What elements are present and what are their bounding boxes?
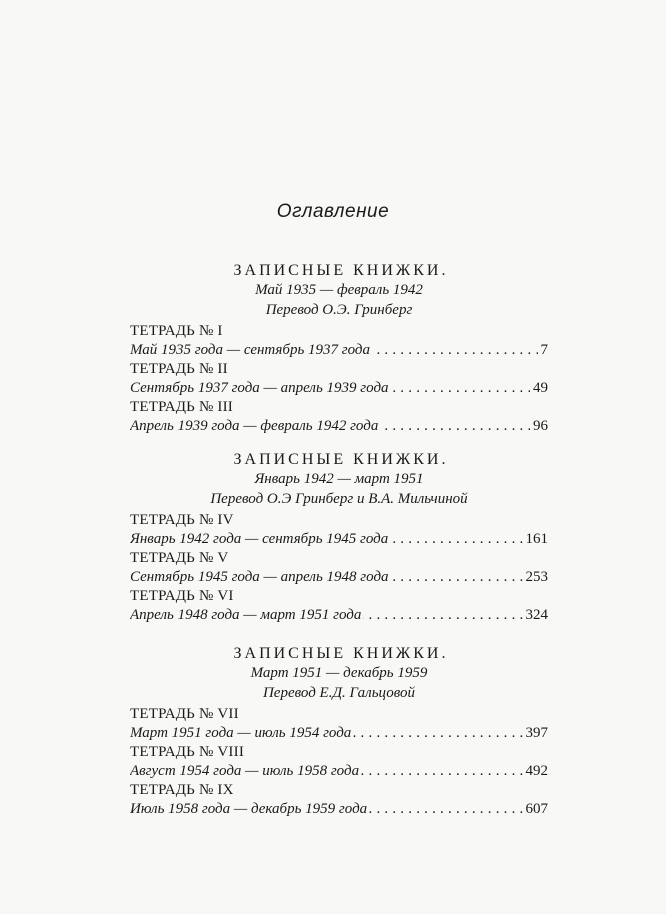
notebook-period: Апрель 1939 года — февраль 1942 года (130, 418, 379, 434)
page-number: 397 (523, 724, 549, 743)
notebook-period: Январь 1942 года — сентябрь 1945 года (130, 531, 389, 547)
part-date-range: Январь 1942 — март 1951 (254, 471, 424, 487)
notebook-period: Сентябрь 1945 года — апрель 1948 года (130, 569, 389, 585)
part-translator: Перевод О.Э Гринберг и В.А. Мильчиной (210, 491, 468, 507)
notebook-title: ТЕТРАДЬ № II (130, 361, 228, 377)
toc-entry[interactable] (130, 606, 548, 625)
toc-entry[interactable] (130, 379, 548, 398)
part-translator: Перевод О.Э. Гринберг (265, 302, 413, 318)
notebook-period: Май 1935 года — сентябрь 1937 года (130, 342, 371, 358)
notebook-period: Март 1951 года — июль 1954 года (130, 725, 352, 741)
toc-entry[interactable] (130, 341, 548, 360)
notebook-period: Апрель 1948 года — март 1951 года (130, 607, 362, 623)
toc-part-3 (130, 645, 548, 819)
part-date-range: Март 1951 — декабрь 1959 (250, 665, 428, 681)
toc-entry[interactable] (130, 800, 548, 819)
notebook-title: ТЕТРАДЬ № I (130, 323, 223, 339)
notebook-title: ТЕТРАДЬ № VIII (130, 744, 245, 760)
notebook-title: ТЕТРАДЬ № V (130, 550, 229, 566)
part-date-range: Май 1935 — февраль 1942 (255, 282, 423, 298)
part-translator: Перевод Е.Д. Гальцовой (262, 685, 416, 701)
page-number: 253 (523, 568, 549, 587)
page-number: 607 (523, 800, 549, 819)
page-number: 49 (530, 379, 548, 398)
part-title: ЗАПИСНЫЕ КНИЖКИ. (233, 262, 449, 279)
toc-entry[interactable] (130, 530, 548, 549)
notebook-title: ТЕТРАДЬ № IX (130, 782, 234, 798)
toc-title: Оглавление (276, 201, 390, 222)
notebook-title: ТЕТРАДЬ № IV (130, 512, 234, 528)
toc-part-2 (130, 451, 548, 625)
part-title: ЗАПИСНЫЕ КНИЖКИ. (233, 451, 449, 468)
part-heading (130, 645, 548, 703)
notebook-period: Август 1954 года — июль 1958 года (130, 763, 360, 779)
page-number: 324 (523, 606, 549, 625)
part-heading (130, 262, 548, 320)
page-number: 7 (538, 341, 549, 360)
toc-entry[interactable] (130, 568, 548, 587)
notebook-title: ТЕТРАДЬ № VII (130, 706, 239, 722)
toc-entry[interactable] (130, 762, 548, 781)
notebook-period: Июль 1958 года — декабрь 1959 года (130, 801, 368, 817)
notebook-title: ТЕТРАДЬ № III (130, 399, 233, 415)
notebook-title: ТЕТРАДЬ № VI (130, 588, 234, 604)
toc-part-1 (130, 262, 548, 436)
toc-entry[interactable] (130, 417, 548, 436)
part-title: ЗАПИСНЫЕ КНИЖКИ. (233, 645, 449, 662)
notebook-list (130, 322, 548, 436)
notebook-list (130, 705, 548, 819)
notebook-period: Сентябрь 1937 года — апрель 1939 года (130, 380, 389, 396)
page-number: 492 (523, 762, 549, 781)
part-heading (130, 451, 548, 509)
toc-entry[interactable] (130, 724, 548, 743)
page-number: 161 (523, 530, 549, 549)
page-number: 96 (530, 417, 548, 436)
notebook-list (130, 511, 548, 625)
